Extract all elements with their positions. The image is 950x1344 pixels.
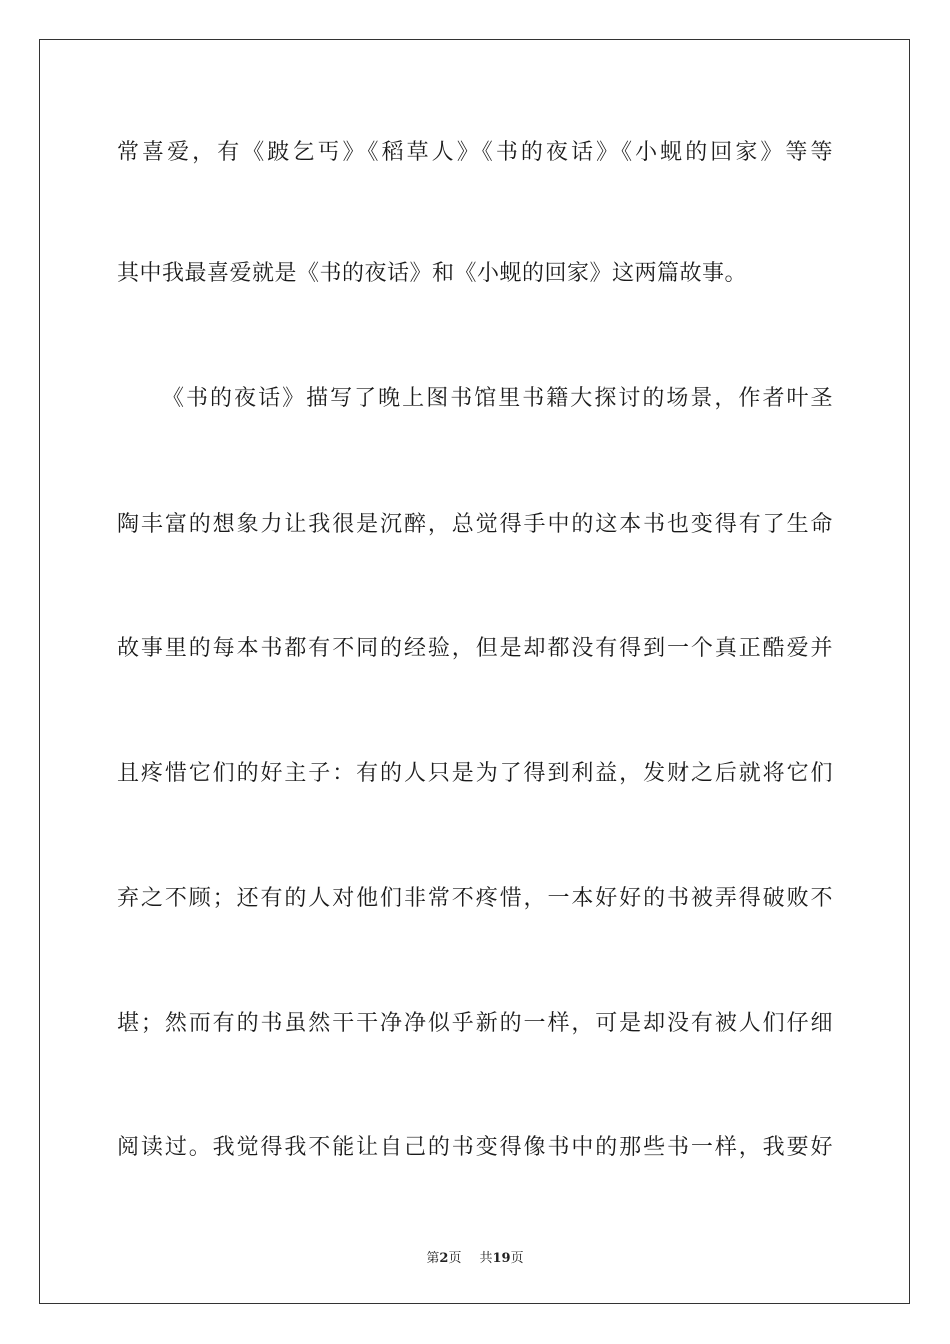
text-line-3: 《书的夜话》描写了晚上图书馆里书籍大探讨的场景，作者叶圣: [162, 386, 833, 411]
text-line-2: 其中我最喜爱就是《书的夜话》和《小蚬的回家》这两篇故事。: [117, 261, 748, 286]
text-line-4: 陶丰富的想象力让我很是沉醉，总觉得手中的这本书也变得有了生命: [117, 512, 833, 537]
text-line-1: 常喜爱，有《跛乞丐》《稻草人》《书的夜话》《小蚬的回家》等等: [117, 140, 833, 165]
page-suffix: 页: [448, 1251, 462, 1266]
text-line-8: 堪；然而有的书虽然干干净净似乎新的一样，可是却没有被人们仔细: [117, 1011, 833, 1036]
text-line-9: 阅读过。我觉得我不能让自己的书变得像书中的那些书一样，我要好: [117, 1135, 833, 1160]
page-total: 19: [492, 1251, 511, 1266]
page-current: 2: [439, 1251, 449, 1266]
page-footer: [0, 1247, 950, 1266]
page-prefix: 第: [426, 1251, 440, 1266]
total-prefix: 共: [479, 1251, 493, 1266]
total-suffix: 页: [510, 1251, 524, 1266]
text-line-7: 弃之不顾；还有的人对他们非常不疼惜，一本好好的书被弄得破败不: [117, 886, 833, 911]
page-border: [39, 39, 910, 1304]
text-line-6: 且疼惜它们的好主子：有的人只是为了得到利益，发财之后就将它们: [117, 761, 833, 786]
text-line-5: 故事里的每本书都有不同的经验，但是却都没有得到一个真正酷爱并: [117, 636, 833, 661]
